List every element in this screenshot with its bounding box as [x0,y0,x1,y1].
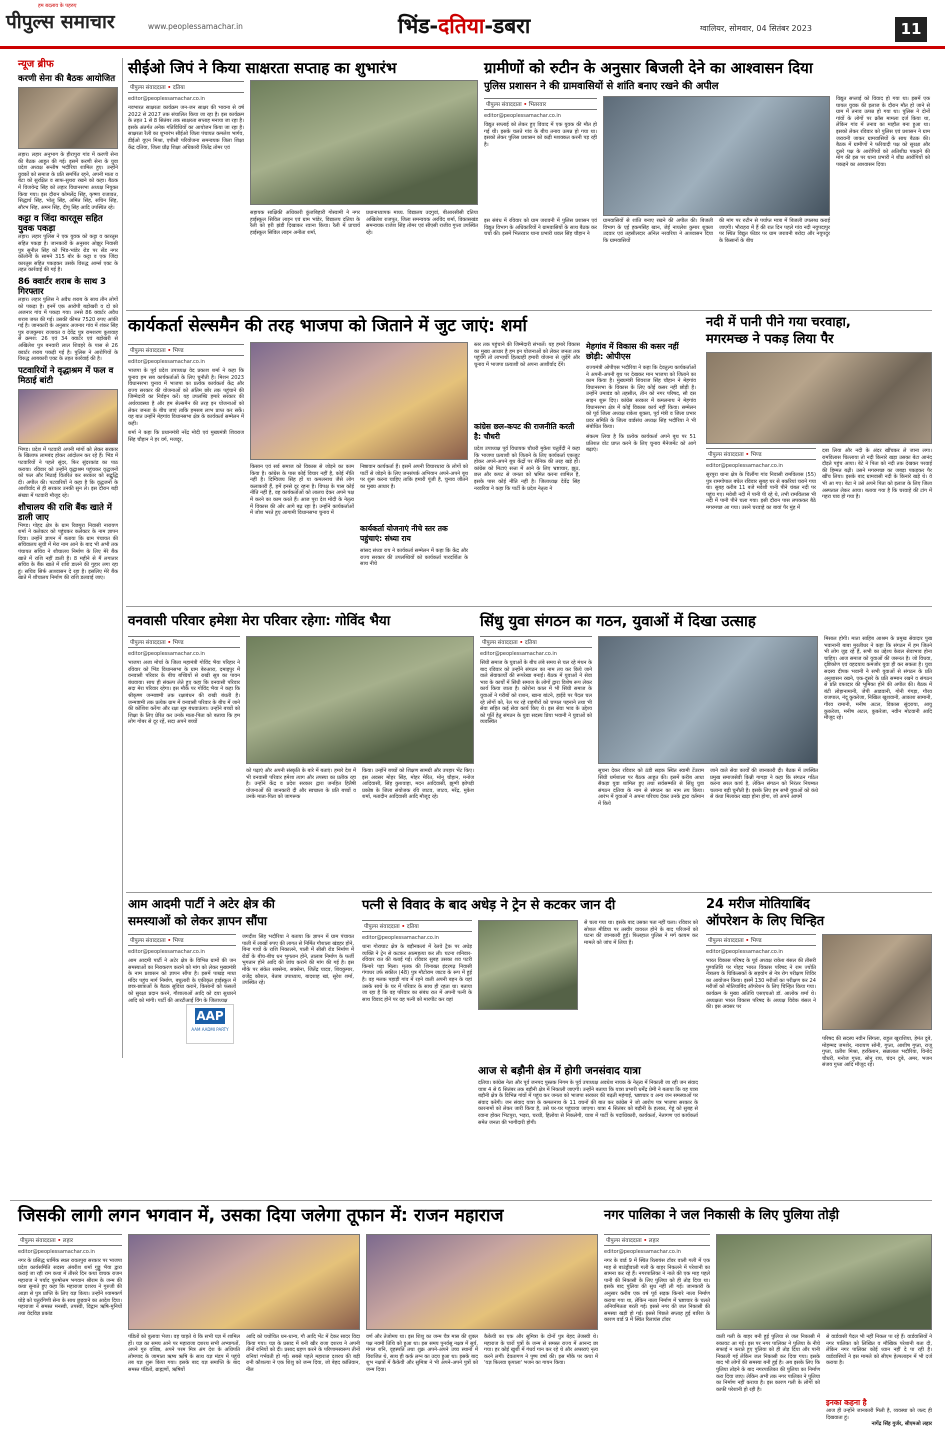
brief-headline-1: करणी सेना की बैठक आयोजित [18,74,116,84]
photo-conference [250,342,468,460]
col-text: इस संबंध में रविवार को ग्राम जरावनी में पुलिस प्रशासन एवं विद्युत विभाग के अधिकारियों ने ग्रामवासियों के साथ बैठक कर चर्चा की। इसमें भितरवार थाना प्रभारी धवल सिंह चौहान ने [484,218,597,238]
article-aap-memorandum [128,896,354,1196]
article-jansamvad-yatra [478,1064,698,1196]
col-text: किया। उन्होंने बच्चों को शिक्षण सामग्री और उपहार भेंट किए। इस अवसर मोहर सिंह, मोहर मेरित, मोनू चौहान, मनोज आदिवासी, सिंह कुशवाहा, मदन आदिवासी, झुग्गी झोपड़ी प्रकोष्ठ के जिला संयोजक रवि जाटव, जाटव, मरेंद्र, मुकेश शर्मा, मतादीन आदिवासी आदि मौजूद रहे। [362,768,474,801]
article-ram-katha [18,1204,598,1440]
photo-audience [366,1234,598,1330]
subheading: कार्यकर्ता योजनाएं नीचे स्तर तक पहुंचाएं: संध्या राय [360,524,448,543]
row-divider [126,310,932,311]
col-text: नगर के वार्ड 9 में स्थित रिलायंस टॉवर वाली गली में एक माह से बाउंड्रीवाली गली के बाहर निकलने में परेशानी का सामना कर रहे हैं। नगरपालिका ने नाले की एक माह पहले पानी की निकासी के लिए पुलिया को ही तोड़ दिया था। इसके बाद पुलिया की सुध नहीं ली गई। जानकारी के अनुसार करीब एक वर्ष पूर्व सड़क किनारे नाला निर्माण कराया गया था, लेकिन नाला निर्माण में भ्रष्टाचार के चलते अनियमितता बरती गई। इससे नगर की जल निकासी की समस्या खड़ी हो गई। इससे पिछले सप्ताह हुई बारिश के कारण वार्ड 9 में स्थित रिलायंस टॉवर [604,1258,710,1324]
email: editor@peoplessamachar.co.in [128,651,205,657]
column-divider [122,58,123,1058]
photo-eye-camp [822,934,932,1030]
brief-headline-3: 86 क्वार्टर शराब के साथ 3 गिरफ्तार [18,276,107,297]
brief-text-4: भिण्ड। प्रदेश में पटवारी अपनी मांगों को लेकर सरकार के खिलाफ लामबंद होकर आंदोलन कर रहे हैं। भिंड में पटवारियों ने पहले सुंदर, फिर सुंदरकांड का पाठ कराया। रविवार को उन्होंने वृद्धाश्रम पहुंचकर वृद्धजनों को फल और मिठाई वितरित कर सरकार को सद्बुद्धि दी। अपील की। पटवारियों ने कहा है कि वृद्धजनों के आशीर्वाद से ही सरकार उनकी सुन ले। इस दौरान बड़ी संख्या में पटवारी मौजूद रहे। [18,446,118,499]
byline: पीपुल्स संवाददाता • दतिया [480,636,592,648]
brief-text-2: लहार। लहार पुलिस ने एक युवक को कट्टा व कारतूस सहित पकड़ा है। जानकारी के अनुसार ओझुर निवासी पुत्र सुनील सिंह को भिंड-भांडेर रोड पर सेंड नगर कॉलोनी के सामने 315 बोर के कट्टा व एक जिंदा कारतूस सहित पकड़कर उसके विरुद्ध आर्म्स एक्ट के तहत कार्रवाई की गई है। [18,234,118,274]
col-text: प्रदेश उपाध्यक्ष पूर्व विधायक चौधरी मुकेश चतुर्वेदी ने कहा कि भाजपा प्रत्याशी को जिताने के लिए कार्यकर्ता एकजुट होकर अपने-अपने बूथ केंद्रों पर सैनिक की तरह खड़े हों। कांग्रेस को मिटाएं सत्ता में आने के लिए भ्रष्टाचार, झूठ, छल और कपट से जनता को भ्रमित करना शामिल है, इसके पास कोई नीति नहीं है। जिलाध्यक्ष देवेंद्र सिंह नरवरिया ने कहा कि पार्टी के प्रदेश नेतृत्व ने [474,446,580,492]
col-text: किसान एवं सर्व समाज को विकास से जोड़ने का काम किया है। कांग्रेस के पास कोई विचार नहीं है, कोई नीति नहीं है। दिग्विजय सिंह हों या कमलनाथ जैसे लोग कलाकारी हैं, हमें इनसे दूर रहना है। विपक्ष के पास कोई नीति नहीं है, वह कार्यकर्ताओं को लालच देकर अपने पक्ष में करने का काम करते हैं। आज पूरा देश मोदी के नेतृत्व में विकास की ओर आगे बढ़ रहा है। उन्होंने कार्यकर्ताओं में जोश भरते हुए आगामी विधानसभा चुनाव में [250,464,354,517]
article-tribal-family [128,610,474,890]
brief-label: न्यूज ब्रीफ [18,59,54,70]
byline: पीपुल्स संवाददाता • भितरवार [484,98,597,110]
headline: जिसकी लागी लगन भगवान में, उसका दिया जलेगा तूफान में: राजन महाराज [18,1206,504,1226]
news-brief-column [18,58,118,1058]
photo-railway-track [478,920,578,1010]
brief-text-5: भिण्ड। गोहद क्षेत्र के ग्राम रिछपुरा निवासी नारायण शर्मा ने कलेक्टर को पहुंचकर कलेक्टर के नाम ज्ञापन दिया। उन्होंने ज्ञापन में बताया कि ग्राम पंचायत की सचिवालय सूची में मेरा नाम आने के बाद भी अभी तक पंचायत सचिव ने शौचालय निर्माण के लिए मेरे बैंक खाते में राशि नहीं डाली है। 8 महीने से मैं लगातार सचिव के बैंक खाते में राशि डालने की गुहार लगा रहा हूं। सचिव सिर्फ आश्वासन दे रहा है। इसलिए मेरे बैंक खाते में शौचालय निर्माण की राशि डलवाई जाए। [18,522,118,582]
headline: कार्यकर्ता सेल्समैन की तरह भाजपा को जिताने में जुट जाएं: शर्मा [128,316,527,336]
col-text: संकल्प लिया है कि प्रत्येक कार्यकर्ता अपने बूथ पर 51 प्रतिशत वोट प्राप्त करने के लिए चुनाव मैनेजमेंट को आगे बढ़ाएं। [586,433,696,454]
masthead [0,0,945,50]
col-text: दबा लिया और नदी के अंदर खींचकर ले जाना लगा। रामविलास चिल्लाया तो नदी किनारे खड़ा उसका बेटा आनंद दौड़ते पहुंच आया। बेटे ने पिता को नदी तक देखकर परवाई की हिम्मत बढ़ी। उसने मगरमच्छ का जबड़ा पकड़कर पैर खींच लिया। इसके बाद ग्रामवासी नदी के किनारे खड़े थे। वे भी आ गए। बेटा ने उसे अपने पिता को इलाज के लिए जिला अस्पताल लेकर आया। बताया गया है कि चरवाहे की टांग में गहरा घाव हो गया है। [822,448,932,501]
col-text: नगर के प्रसिद्ध धार्मिक स्थल रावतपुरा सरकार पर भाजपा प्रदेश कार्यसमिति सदस्य अंबरीश शर्मा गुड्डू भैया द्वारा कराई जा रही राम कथा में तीसरे दिन कथा वाचक राजन महाराज ने पर्याद पुरुषोत्तम भगवान श्रीराम के जन्म की कथा सुनाते हुए कहा कि महाराजा दशरथ ने गुरुजी की आज्ञा से पुत्र प्राप्ति के लिए यज्ञ किया। उन्होंने श्यामकर्ण घोड़े को चतुरंगिणी सेना के साथ छुड़वाने का आदेश दिया। महाराजा ने समस्त मनस्वी, तपस्वी, विद्वान ऋषि-मुनियों तथा वेदविज्ञ प्रकांड [18,1258,122,1317]
col-text: विद्युत सप्लाई को लेकर हुए विवाद में एक युवक की मौत हो गई थी। इसके चलते गांव के बीच तनाव उत्पन्न हो गया था। इसको लेकर पुलिस प्रशासन को कड़ी मशक्कत करनी पड़ रही है। [484,122,597,148]
byline: पीपुल्स संवाददाता • भिण्ड [128,636,240,648]
headline: सिंधु युवा संगठन का गठन, युवाओं में दिखा उत्साह [480,612,756,630]
logo-text: पीपुल्स समाचार [6,11,115,33]
byline: पीपुल्स संवाददाता • भिण्ड [128,344,244,356]
quote-text: आज ही उन्होंने जानकारी मिली है, व्यवस्था को जल्द ही दिखवाता हूं। [826,1408,932,1421]
col-text: ग्रामवासियों से शांति बनाए रखने की अपील की। बिजली विभाग के एई हकमसिंह खान, जेई नायलेश कुमार शुक्ला उदवार एवं तहसीलदार अनिल नरवरिया ने आश्वासन दिया कि ग्रामवासियों [603,218,713,244]
email: editor@peoplessamachar.co.in [484,113,561,119]
col-text: भारत विकास परिषद के पूर्व अध्यक्ष राकेश बंसल की तीसरी पुण्यतिथि पर गोहद भारत विकास परिषद ने राम ज्योति नेत्रालय के चिकित्सकों के सहयोग से नेत्र रोग परीक्षण शिविर का आयोजन किया। इसमें 130 मरीजों का परीक्षण कर 24 मरीजों को मोतियाबिंद ऑपरेशन के लिए चिन्हित किया गया। कार्यक्रम के मुख्य अतिथि एसएचओ डॉ. आलोक शर्मा थे। अध्यक्षता भारत विकास परिषद के अध्यक्ष विवेक बंसल ने की। इस अवसर पर [706,958,816,1011]
col-text: आम आदमी पार्टी ने अटेर क्षेत्र के विभिन्न ग्रामों की जन समस्याओं का निराकरण कराने को मांग को लेकर मुख्यमंत्री के नाम प्रशासन को ज्ञापन सौंपा है। इसमें पाखड़ माधा मंदिर पहुंच मार्ग निर्माण, बघुलारी के एकीकृत हाईस्कूल में छात्र-छात्राओं के बैठक सुविधा कराने, किसानों को फसलों को सुरक्षा प्रदान करने, गौशालाओं आदि को दया सुधारने आदि को मांगी। पार्टी की आरटीआई विंग के जिलाध्यक्ष [128,958,236,1004]
col-text: सुरपुरा थाना क्षेत्र के चिलौंगा गांव निवासी रामविलास (55) पुत्र रामगोपाल बघेल रविवार सुबह घर से बकरियां चराने गया था। सुबह करीब 11 बजे मवेशी पानी पीने चंबल नदी पर पहुंच गए। मवेशी नदी में पानी पी रहे थे, तभी रामविलास भी नदी में पानी पीने चला गया। इसी दौरान पास लपककर बैठे मगरमच्छ आ गया। उसने चरवाहे का बायां पैर मुंह में [706,472,816,511]
col-text: विद्युत सप्लाई को विवाद हो गया था। इसमें एक घायल युवक की इलाज के दौरान मौत हो जाने से ग्राम में तनाव उत्पन्न हो गया था। पुलिस ने दोनों गांवों के लोगों पर क्रॉस मामला दर्ज किया था, लेकिन गांव में तनाव का माहौल बना हुआ था। इसको लेकर रविवार को पुलिस एवं प्रशासन ने ग्राम जरावनी जाकर ग्रामवासियों के साथ बैठक की। बैठक में ग्रामीणों ने फरियादी पक्ष को सुरक्षा और दूसरे पक्ष के आरोपियों को अतिशीघ्र पकड़ने की मांग की इस पर थाना प्रभारी ने शीघ्र आरोपियों को पकड़ने का आश्वासन दिया। [836,96,930,168]
headline: 24 मरीज मोतियाबिंद [706,897,810,912]
byline: पीपुल्स संवाददाता • भिण्ड [706,934,816,946]
col-text: सांसद संध्या राय ने कार्यकर्ता सम्मेलन में कहा कि केंद्र और राज्य सरकार की उपलब्धियों को कार्यकर्ता पारदर्शिता के साथ नीचे [360,548,468,568]
byline: पीपुल्स संवाददाता • भिण्ड [706,448,816,460]
logo-tag: हम बदलाव के पहरुए [38,3,77,9]
headline: नगर पालिका ने जल निकासी के लिए पुलिया तोड़ी [604,1208,840,1223]
photo-katha-stage [128,1234,360,1330]
quote-author: नागेंद्र सिंह गुर्जर, सीएमओ लहार [871,1421,932,1428]
email: editor@peoplessamachar.co.in [128,96,205,102]
article-train-suicide [362,896,698,1062]
brief-photo-4 [18,389,118,444]
subheading: मेहगांव में विकास की कसर नहीं छोड़ी: ओपीएस [586,342,679,361]
col-text: से चला गया था। इसके बाद उसका पता नहीं चला। रविवार को सोशल मीडिया पर तस्वीर वायरल होने के बाद परिजनों को घटना की जानकारी हुई। फिलहाल पुलिस ने मर्ग कायम कर मामले को जांच में लिया है। [584,920,698,946]
headline: पत्नी से विवाद के बाद अधेड़ ने ट्रेन से कटकर जान दी [362,898,616,913]
brief-headline-4: पटवारियों ने वृद्धाश्रम में फल व मिठाई बांटी [18,365,114,386]
headline: ऑपरेशन के लिए चिन्हित [706,914,825,929]
row-divider [126,606,932,607]
col-text: सहायक साक्षिकी अधिकारी कुंजबिहारी गोस्वामी ने नगर हाईस्कूल सिविल लाइन एवं ग्राम भांडेर, विद्यालय दतिया के रैली को हरी झंडी दिखाकर रवाना किया। रैली में प्राचार्य हाईस्कूल सिविल लाइन अनीता शर्मा, [250,210,360,236]
brief-headline-2: कट्टा व जिंदा कारतूस सहित युवक पकड़ा [18,214,103,235]
col-text: शर्मा ने कहा कि प्रधानमंत्री नरेंद्र मोदी एवं मुख्यमंत्री शिवराज सिंह चौहान ने हर वर्ग, मजदूर, [128,430,244,443]
brief-text-1: लहार। लहार अनुभाग के हीरापुरा गांव में करणी सेना की बैठक आहूत की गई। इसमें करणी सेना के युवा प्रदेश अध्यक्ष सन्तीष भदौरिया शामिल हुए। उन्होंने युवकों को समाज के प्रति समर्पित रहने, अपनी माता व बेटा को सुरक्षित व साफ-सुथरा रखने को कहा। बैठक में विजयेन्द्र सिंह को लहार विधानसभा अध्यक्ष नियुक्त किया गया। इस दौरान कोमलेंद्र सिंह, कृष्णा राजावत, सिद्धार्थ सिंह, भोलू सिंह, अमित सिंह, सचिन सिंह, सौरभ सिंह, अमन सिंह, दीपू सिंह आदि उपस्थित रहे। [18,152,118,211]
col-text: की मांग पर रुटीन से पर्याप्त मात्रा में बिजली उपलब्ध कराई जाएगी। भौराहरा में हैं की रात दिन पहले गांव नदी नयुपदापुर पर स्थित विद्युत फीडर पर ग्राम जरावनी बरोदा और नयुपदुर के किसानों के बीच [719,218,830,244]
email: editor@peoplessamachar.co.in [480,651,557,657]
email: editor@peoplessamachar.co.in [706,949,783,955]
aap-logo [186,1004,234,1044]
headline: ग्रामीणों को रुटीन के अनुसार बिजली देने का आश्वासन दिया [484,59,813,77]
photo-rally [250,80,478,205]
col-text: जगदीश सिंह भदौरिया ने बताया कि ज्ञापन में ग्राम पंचायत पाली में लाखों रुपए की लागत से निर्मित गौशाला खंडहर होने, बिना गायों के राशि निकालने, पाली में सीसी रोड निर्माण में रोडों के बीच-बीच धन भुगतान होने, तालाब निर्माण के फर्जी भुगतान होने आदि की जांच कराने की मांग की गई है। इस मौके पर संकेत सक्सेना, सक्सेना, जितेंद्र यादव, शिवकुमार, राजेंद्र कौशल, बेताब उपाध्याय, बादशाह खां, सुरेश शर्मा, उपस्थित रहे। [242,934,354,987]
dateline: ग्वालियर, सोमवार, 04 सितंबर 2023 [700,24,812,33]
byline: पीपुल्स संवाददाता • लहार [604,1234,710,1246]
headline: सीईओ जिपं ने किया साक्षरता सप्ताह का शुभारंभ [128,59,397,77]
col-text: सिंधी समाज के युवाओं के बीच लंबे समय से चल रहे मंथन के बाद रविवार को उन्होंने संगठन का नाम तय कर किये जाने वाले सेवाकार्यों की रूपरेखा बनाई। बैठक में युवाओं ने सेवा भाव के कार्यों में सिंधी समाज के लोगों द्वारा विशेष रूप लेकर कार्य किया जाता है। कोरोना काल में भी सिंधी समाज के युवाओं ने गरीबों को राशन, खाना बांटने, हाईवे पर पैदल चल रहे लोगों को, रेल पर रहे राहगीरों को चप्पल पहनाने तथा भी सेवा सहित कई सेवा कार्य किए थे। इस सेवा भाव के उद्देश्य को पूर्ति हेतु संगठन के युवा सदस्य प्रिया भवानी ने युवाओं को व्यवस्थित [480,660,592,726]
photo-injured-man [706,352,932,444]
article-literacy-week [128,58,478,306]
col-text: पंडितों को बुलावा भेजा। वह चाहते थे कि सभी यज्ञ में शामिल हों। यज्ञ का समय आने पर महाराजा दशरथ सभी अभ्यागतों, अपने गुरु वशिष्ठ, अपने परम मित्र अंग देश के अधिपति लोमपाद के जामाता ऋष्य ऋषि के साथ यज्ञ मंडप में पहुंचे तब यज्ञ शुरू किया गया। इसके बाद यज्ञ समाप्ति के बाद समस्त पंडितों, ब्राह्मणों, ऋषियों [128,1334,240,1373]
section-title: भिंड-दतिया-डबरा [398,14,531,38]
sidebar-ops [586,342,696,600]
byline: पीपुल्स संवाददाता • लहार [18,1234,122,1246]
col-text: वाली गली के बाहर बनी हुई पुलिया से जल निकासी में रुकावट आ गई। इस पर नगर पालिका ने पुलिया के नीचे सफाई न कराते हुए पुलिया को ही तोड़ दिया और पानी निकाली गई लेकिन जल निकासी कर दिया गया। इसके बाद भी लोगों की समस्या बनी हुई है। अब इसके लिए कि पुलिया तोड़ने के बाद नगरपालिका की पुलिया का निर्माण करा दिया जाए। लेकिन अभी तक नगर पालिका ने पुलिया का निर्माण नहीं कराया है। इस कारण गली के लोगों को काफी परेशानी हो रही है। [716,1334,820,1393]
article-crocodile [706,314,932,604]
logo [6,3,146,37]
byline: पीपुल्स संवाददाता • दतिया [128,81,244,93]
col-text: राज्यमंत्री ओपीएस भदौरिया ने कहा कि देवतुल्य कार्यकर्ताओं ने अपनी-अपनी बूथ पर देखकर मान भाजपा को जिताने का काम किया है। मुख्यमंत्री शिवराज सिंह चौहान ने मेहगांव विधानसभा के विकास के लिए कोई कसर नहीं छोड़ी है। उन्होंने उमावंड को तहसील, तीन को नगर परिषद, सौ दस साइन शुरू दिए। कांग्रेस सरकार में कमलनाथ ने मेहगांव विधानसभा क्षेत्र में कोई विकास कार्य नहीं किया। सम्मेलन को पूर्व जिला अध्यक्ष राकेश शुक्ला, पूर्व मंत्री व जिला प्रभार प्रवर समिति के जिला वार्डसंध अध्यक्ष सिंह भदौरिया ने भी संबोधित किया। [586,365,696,431]
article-electricity-assurance [484,58,930,306]
brief-text-3: लहार। लहार पुलिस ने अवैध शराब के साथ तीन लोगों को पकड़ा है। इनमें एक आरोपी बड़ोखरी व दो को अजनार गांव में पकड़ा गया। उनसे 86 क्वार्टर अवैध शराब जब्त की गई। उसकी कीमत 7520 रुपए आंकी गई है। जानकारी के अनुसार अजनार गांव में शंकर सिंह पुत्र राजकुमार राजावत व देवेंद्र पुत्र रामशरण कुशवाह से क्रमश: 26 एवं 34 क्वार्टर एवं बड़ोखरी से अखिलेश पुत्र बनवारी लाल शिवहरे के पास से 26 क्वार्टर शराब पकड़ी गई है। पुलिस ने आरोपियों के विरुद्ध आबकारी एक्ट के तहत कार्रवाई की है। [18,296,118,363]
email: editor@peoplessamachar.co.in [128,359,205,365]
website: www.peoplessamachar.in [148,22,243,31]
col-text: निष्ठावान कार्यकर्ता हैं। इसमें अपनी विचारधारा के लोगों को पार्टी से जोड़ने के लिए जनसंपर्क अभियान अपने-अपने बूथ पर शुरू करना चाहिए ताकि हमारी पूंजी है, चुनाव जीतने का मुख्य आधार है। [360,464,468,490]
byline: पीपुल्स संवाददाता • भिण्ड [128,934,236,946]
photo-rakhi [246,636,474,764]
email: editor@peoplessamachar.co.in [362,935,439,941]
headline: वनवासी परिवार हमेशा मेरा परिवार रहेगा: गोविंद भैया [128,613,391,629]
col-text: जाने वाले सेवा कार्यों की जानकारी दी। बैठक में उपस्थित प्रमुख समाजसेवी किन्नी गागड़ा ने कहा कि संगठन गठित करना सरल कार्य है, लेकिन संगठन को निरंतर नियम्बत चलाना बड़ी चुनौती है। इसके लिए हम सभी युवाओं को कंधे से कंधा मिलाकर खड़ा होना होगा, जो अपने आपमें [710,768,818,801]
col-text: प्रधानाध्यापक माध्य. विद्यालय उदगुवां, बीआरसीसी दतिया अखिलेश राजपूत, जिला समन्वयक अरविंद शर्मा, विकासखंड समन्वयक राजेश सिंह तोमर एवं सीएसी राजीव गुप्ता उपस्थित रहे। [366,210,478,236]
email: editor@peoplessamachar.co.in [128,949,205,955]
col-text: भाजपा अजा मोर्चा के जिला महामंत्री गोविंद भैया परिहार ने रविवार को भिंड विधानसभा के ग्राम बेरुआरा, दमाइपुर में वनवासी परिवार के बीच बच्चियों से राखी सूत्र का पावन बंधवाया। साथ ही संकल्प लेते हुए कहा कि वनवासी परिवार सदा मेरा परिवार रहेगा। इस मौके पर गोविंद भैया ने कहा कि श्रीकृष्ण जन्माष्टमी तक रक्षाबंधन की राखी बंधती है। जन्माष्टमी तक प्रत्येक ग्राम में वनवासी परिवार के बीच में जाने की कोशिश करेंगा और रक्षा सूत्र बंधवाऊंगा। उन्होंने बच्चों को शिक्षा के लिए प्रेरित कर उनके माता-पिता को बताया कि हम लोग गोबर से दूर रहें, सदा अपने बच्चों [128,660,240,726]
col-text: भाजपा के पूर्व प्रदेश उपाध्यक्ष वेद प्रकाश शर्मा ने कहा कि चुनाव हम सब कार्यकर्ताओं के लिए चुनौती है। मिशन 2023 विधानसभा चुनाव में भाजपा का प्रत्येक कार्यकर्ता केंद्र और राज्य सरकार की योजनाओं को अंतिम छोर तक पहुंचाने की जिम्मेदारी का निर्वहन करें। यह उपलब्धि हमारे सरकार की अर्थव्यवस्था है और हम सेल्समैन की तरह इन योजनाओं को लेकर जनता के बीच जाएं ताकि हमसब लाभ प्राप्त कर सकें। यह बात उन्होंने मेहगांव विधानसभा क्षेत्र के कार्यकर्ता सम्मेलन में कही। [128,368,244,427]
col-text: सूचना देकर रविवार को ठंडी सड़क स्थित स्वामी टेंउराम सिंधी धर्मशाला पर बैठक आहूत की। इसमें करीब आधा सैकड़ा युवा शामिल हुए तथा सर्वसम्मति से सिंधु युवा संगठन दतिया के नाम से संगठन का नाम तय किया। आरंभ में युवाओं ने अपना परिचय देकर उनके द्वारा वर्तमान में किये [598,768,704,807]
col-text: नवभारत साक्षरता कार्यक्रम जन-जन साक्षर की भावना से वर्ष 2022 से 2027 तक संचालित किया जा रहा है। इस कार्यक्रम के तहत 1 से 8 सितंबर तक साक्षरता सप्ताह मनाया जा रहा है। इसके अंतर्गत अनेक गतिविधियों का आयोजन किया जा रहा है। साक्षरता रैली का शुभारंभ सीईओ जिला पंचायत कमलेश भार्गव, डीईओ यूएन मिश्रा, एपीसी परियोजना समन्वयक जिला शिक्षा केंद्र दतिया, जिला प्रौढ़ शिक्षा अधिकारी जितेंद्र तोमर एवं [128,105,244,151]
col-text: परिषद की सदस्य नवीन सिंगला, राहुल खुराशिया, हेमंत दुबे, मोहम्मद जमशेर, नारायण सोनी, गुप्ता, आशीष गुप्ता, राजू गुप्ता, प्रतीश मिश्रा, हरकिशन, सन्नालाल भदौरिया, विनोद चौधरी, मनोज गुप्ता, सोनू राय, चंदन दुबे, अमर, भजन संजय गुप्ता आदि मौजूद रहे। [822,1036,932,1069]
col-text: थाना गोराघाट क्षेत्र के बड़ौनकलां में रेलवे ट्रैक पर अधेड़ व्यक्ति ने ट्रेन से कटकर आत्महत्या कर ली। घटना शनिवार-रविवार रात की बताई गई। रविवार सुबह उसका शव पटरी किनारे पड़ा मिला। मृतक की शिनाख्त इंदरगढ़ निवासी गंगाधर उर्फ सकील (48) पुत्र मौटोराम जाटव के रूप में हुई है। वह मलक पहाड़ी गांव में रहने वाली अपनी बहन के यहां उसके साथे के घर में परिवार के साथ ही रहता था। बताया जा रहा है कि वह परिवार का संबंध रात में अपनी पत्नी के साथ विवाद होने पर वह पत्नी को मारपीट कर वहां [362,944,472,1003]
email: editor@peoplessamachar.co.in [706,463,783,469]
masthead-rule [0,46,945,49]
aap-logo-text: AAP [196,1009,224,1023]
brief-headline-5: शौचालय की राशि बैंक खाते में डाली जाए [18,502,112,523]
col-text: मिसाल होगी। माता साहिब आश्रम के प्रमुख सेवादार पुख भवानानी बाबा मुरलीधर ने कहा कि संगठन में हम जितने भी लोग जुड़ रहे हैं, सभी का उद्देश्य केवल सेवाभाव होना चाहिए। आज समाज को युवाओं की जरूरत है। जो विधवा, दृष्टिकोण एवं वहदयाय कमजोर युवा ही कर सकता है। युवा सदस्य दीपक भवानी ने सभी युवाओं से संगठन के प्रति अनुशासन रखने, एक-दूसरे के प्रति सम्मान रखने व संगठन से प्रति वफादार की भूमिका होने की अपील की। बैठक में बंटी लोहानामानी, जेपी आडवानी, गोनी गंगड़ा, गौरव राजपाल, नंदू कुकरेजा, निखिल खुशवानी, आकाश सामानी, गौरव रामानी, मनीष अटल, विकास सुंदराया, आयु कुकरेजा, मनीष अटल, कुकरेजा, नवीन मोटवानी आदि मौजूद रहे। [824,636,932,722]
col-text: से वार्डवासी पैदल भी नहीं निकल पा रहे हैं। वार्डवासियों ने नगर पालिका को लिखित व मौखिक परेशानी बता दी, लेकिन नगर पालिका कोई ध्यान नहीं दे पा रही है। वार्डवासियों ने इस मामले को सीएम हेल्पलाइन में भी दर्ज कराया है। [826,1334,932,1367]
article-bjp-workers [128,314,696,604]
deck: पुलिस प्रशासन ने की ग्रामवासियों से शांति बनाए रखने की अपील [484,81,719,92]
col-text: दतिया। कांग्रेस नेता और पूर्व जनपद पुस्तक निगम के पूर्व उपाध्यक्ष अवधेश नायक के नेतृत्व में निकाली जा रही जन संवाद यात्रा 4 से 6 सितंबर तक बड़ौनी क्षेत्र में निकाली जाएगी। उन्होंने बताया कि यात्रा प्रभारी धर्मेंद्र प्रेमी ने बताया कि यह यात्रा बड़ौनी क्षेत्र के विभिन्न गांवों में पहुंच कर जनता को भाजपा सरकार की बढ़ती महंगाई, भ्रष्टाचार व अन्य जन समस्याओं पर संवाद करेगी। जन संवाद यात्रा के कमलनाथ के 11 वचनों की बात कर कांग्रेस ने जो आरोप पत्र भाजपा सरकार के कारनामों को लेकर जारी किया है, उसे घर-घर पहुंचाया जाएगा। यात्रा 4 सितंबर को बड़ौनी के हलका, गेहूं को सुबह से रवाना होकर भिटपुरा, भड़रा, चरधी, हिलोया से निकलेगी, यात्रा में पार्टी के पदाधिकारी, कार्यकर्ता, नेतागण एवं कार्यकर्ता समेत जनता की भागीदारी होगी। [478,1080,698,1126]
email: editor@peoplessamachar.co.in [18,1249,95,1255]
photo-village-meeting [603,96,830,216]
email: editor@peoplessamachar.co.in [604,1249,681,1255]
page-number: 11 [895,17,927,42]
byline: पीपुल्स संवाददाता • दतिया [362,920,472,932]
col-text: आदि को यथोचित धन-धान्य, गौ आदि भेंट में देकर सादर विदा किया गया। यज्ञ के प्रसाद में बनी खीर राजा दशरथ ने अपनी तीनों रानियों को दी। प्रसाद ग्रहण करने के परिणामस्वरूप तीनों रानियां गर्भवती हो गईं। सबसे पहले महाराज दशरथ की बड़ी रानी कौशल्या ने एक शिशु को जन्म दिया, जो बेहद कांतिवान, नील [246,1334,360,1373]
subheading: कांग्रेस छल-कपट की राजनीति करती है: चौधरी [474,422,575,441]
headline: आम आदमी पार्टी ने अटेर क्षेत्र की [128,897,275,911]
article-cataract [706,896,932,1196]
article-culvert [604,1204,932,1440]
col-text: को पढ़ाएं और अपनी संस्कृति के बारे में बताएं। हमारे देश में भी वनवासी परिवार हमेशा त्याग और तपस्या का प्रतीक रहा है। उन्होंने केंद्र व प्रदेश सरकार द्वारा जनहित हितैषी योजनाओं की जानकारी दी और स्वच्छता के प्रति बच्चों व उनके माता-पिता को जागरूक [246,768,356,801]
row-divider [10,1200,932,1201]
col-text: वर्ण और तेजोमय था। इस शिशु का जन्म चैत्र मास की शुक्ल पक्ष नवमी तिथि को हुआ था। इस समय पुनर्वसु नक्षत्र में सूर्य, मंगल शनि, वृहस्पति तथा शुक्र अपने-अपने उच्च स्थानों में विराजित थे, साथ ही कर्क लग्न का उदय हुआ था। इसके बाद शुभ नक्षत्रों में कैकेयी और सुमित्रा ने भी अपने-अपने पुत्रों को जन्म दिया। [366,1334,478,1373]
article-sindhu-youth [480,610,932,890]
photo-youth-meeting [598,636,818,764]
headline: आज से बड़ौनी क्षेत्र में होगी जनसंवाद यात्रा [478,1065,641,1077]
headline: मगरमच्छ ने पकड़ लिया पैर [706,332,834,347]
col-text: स्तर तक पहुंचाने की जिम्मेदारी संभालें। यह हमारे विकास का मुख्य आधार है हम इन योजनाओं को लेकर जनता तक पहुंचेंगे तो लाभार्थी हितग्राही हमारी योजना से जुड़ेंगे और चुनाव में भाजपा प्रत्याशी को अपना आशीर्वाद देंगे। [474,342,580,368]
quote-heading: इनका कहना है [826,1398,867,1407]
headline: नदी में पानी पीने गया चरवाहा, [706,315,851,330]
quote-box [826,1398,932,1428]
brief-photo-1 [18,87,118,149]
photo-broken-culvert [716,1234,932,1330]
aap-logo-sub: AAM AADMI PARTY [191,1027,229,1032]
row-divider [126,892,932,893]
headline: समस्याओं को लेकर ज्ञापन सौंपा [128,914,268,928]
col-text: कैकेयी का एक और सुमित्रा के दोनों पुत्र बेहद तेजस्वी थे। महाराज के चारों पुत्रों के जन्म से समस्त राज्य में आनन्द छा गया। हर कोई खुशी में गंधर्व गान कर रहे थे और अप्सराएं नृत्य करने लगीं। देवतागण ने पुष्प वर्षा की। इस मौके पर कथा में 'यज्ञ फिलवा कृपाला' भजन का गायन किया। [484,1334,598,1367]
